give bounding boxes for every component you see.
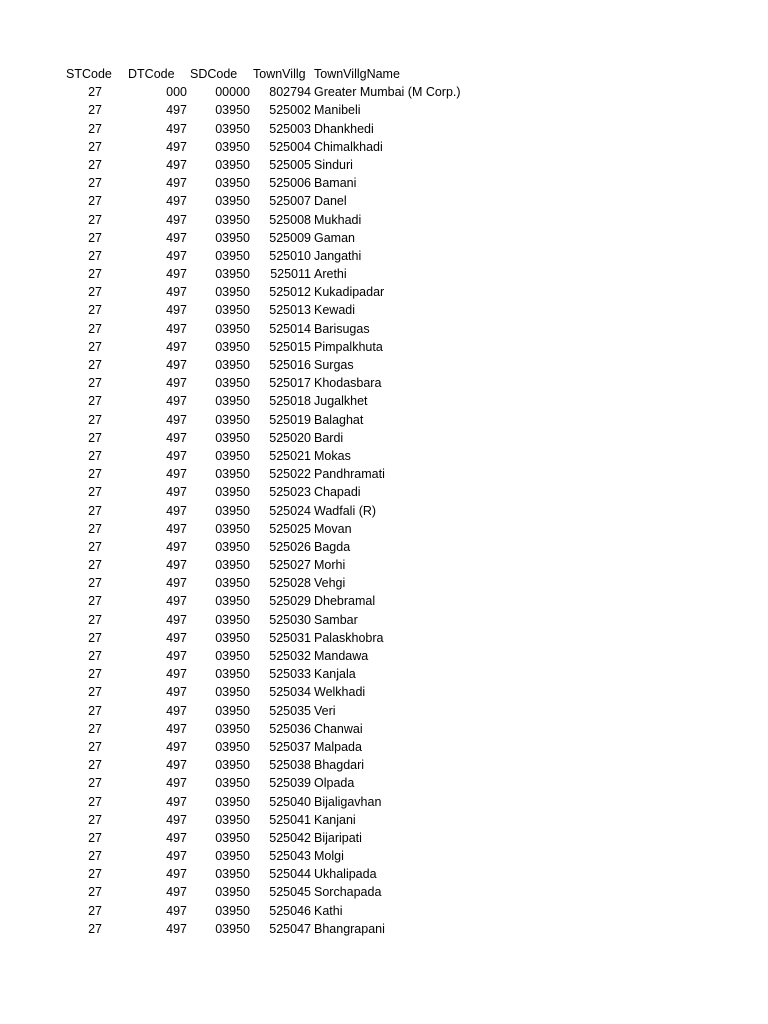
sdcode-cell: 03950 [215, 594, 250, 609]
stcode-cell: 27 [88, 667, 102, 682]
dtcode-cell: 497 [166, 394, 187, 409]
stcode-cell: 27 [88, 649, 102, 663]
table-row [0, 647, 768, 665]
dtcode-cell: 497 [166, 630, 187, 645]
townvillg-cell: 525024 [269, 503, 311, 518]
sdcode-cell: 03950 [215, 430, 250, 445]
table-row [0, 556, 768, 574]
townvillg-cell: 525026 [269, 539, 311, 554]
table-row [0, 774, 768, 792]
dtcode-cell: 497 [166, 358, 187, 372]
sdcode-cell: 03950 [215, 230, 250, 245]
townvillg-cell: 525021 [269, 448, 311, 463]
sdcode-cell: 03950 [215, 612, 250, 627]
townvillg-cell: 525039 [269, 776, 311, 791]
townvillgname-cell: Arethi [314, 267, 347, 282]
stcode-cell: 27 [88, 430, 102, 445]
townvillgname-cell: Pimpalkhuta [314, 339, 383, 354]
sdcode-cell: 03950 [215, 649, 250, 663]
townvillgname-cell: Morhi [314, 558, 346, 573]
dtcode-cell: 000 [166, 85, 187, 100]
stcode-cell: 27 [88, 194, 102, 209]
dtcode-cell: 497 [166, 376, 187, 391]
sdcode-cell: 03950 [215, 503, 250, 518]
table-row [0, 283, 768, 301]
sdcode-cell: 03950 [215, 339, 250, 354]
table-row [0, 120, 768, 138]
townvillgname-cell: Kanjala [314, 667, 356, 682]
dtcode-cell: 497 [166, 503, 187, 518]
dtcode-cell: 497 [166, 758, 187, 773]
townvillg-cell: 525009 [269, 230, 311, 245]
table-row [0, 538, 768, 556]
dtcode-cell: 497 [166, 812, 187, 827]
townvillg-cell: 525019 [269, 412, 311, 427]
townvillgname-cell: Dhebramal [314, 594, 376, 609]
dtcode-cell: 497 [166, 721, 187, 736]
sdcode-cell: 03950 [215, 176, 250, 191]
townvillg-cell: 525044 [269, 867, 311, 882]
sdcode-cell: 03950 [215, 794, 250, 809]
sdcode-cell: 03950 [215, 285, 250, 300]
stcode-cell: 27 [88, 812, 102, 827]
sdcode-cell: 03950 [215, 739, 250, 754]
header-row [0, 65, 768, 83]
table-row [0, 192, 768, 210]
dtcode-cell: 497 [166, 176, 187, 191]
stcode-cell: 27 [88, 339, 102, 354]
sdcode-cell: 03950 [215, 412, 250, 427]
table-row [0, 483, 768, 501]
townvillgname-cell: Manibeli [314, 103, 361, 118]
townvillgname-cell: Movan [314, 521, 352, 536]
townvillgname-cell: Jugalkhet [314, 394, 368, 409]
stcode-cell: 27 [88, 121, 102, 136]
table-row [0, 356, 768, 374]
sdcode-cell: 03950 [215, 812, 250, 827]
townvillg-cell: 525015 [269, 339, 311, 354]
dtcode-cell: 497 [166, 412, 187, 427]
townvillg-cell: 525035 [269, 703, 311, 718]
header-townvillgname: TownVillgName [314, 67, 400, 81]
townvillgname-cell: Mukhadi [314, 212, 362, 227]
townvillg-cell: 525041 [269, 812, 311, 827]
townvillg-cell: 525002 [269, 103, 311, 118]
stcode-cell: 27 [88, 394, 102, 409]
dtcode-cell: 497 [166, 739, 187, 754]
sdcode-cell: 03950 [215, 358, 250, 372]
townvillgname-cell: Pandhramati [314, 467, 385, 482]
townvillg-cell: 525012 [269, 285, 311, 300]
sdcode-cell: 03950 [215, 921, 250, 936]
townvillgname-cell: Kanjani [314, 812, 356, 827]
townvillg-cell: 525032 [269, 649, 311, 663]
townvillg-cell: 525036 [269, 721, 311, 736]
dtcode-cell: 497 [166, 830, 187, 845]
sdcode-cell: 03950 [215, 576, 250, 591]
townvillg-cell: 525018 [269, 394, 311, 409]
dtcode-cell: 497 [166, 903, 187, 918]
sdcode-cell: 03950 [215, 267, 250, 282]
dtcode-cell: 497 [166, 339, 187, 354]
townvillgname-cell: Olpada [314, 776, 355, 791]
townvillgname-cell: Balaghat [314, 412, 364, 427]
stcode-cell: 27 [88, 885, 102, 900]
table-row [0, 138, 768, 156]
dtcode-cell: 497 [166, 448, 187, 463]
townvillgname-cell: Gaman [314, 230, 355, 245]
stcode-cell: 27 [88, 85, 102, 100]
table-row [0, 374, 768, 392]
townvillgname-cell: Molgi [314, 849, 344, 864]
townvillg-cell: 525028 [269, 576, 311, 591]
dtcode-cell: 497 [166, 558, 187, 573]
townvillg-cell: 525033 [269, 667, 311, 682]
townvillgname-cell: Sinduri [314, 157, 353, 172]
table-row [0, 338, 768, 356]
stcode-cell: 27 [88, 758, 102, 773]
dtcode-cell: 497 [166, 467, 187, 482]
sdcode-cell: 03950 [215, 685, 250, 700]
header-sdcode: SDCode [190, 67, 238, 81]
townvillgname-cell: Dhankhedi [314, 121, 374, 136]
stcode-cell: 27 [88, 903, 102, 918]
townvillg-cell: 525008 [269, 212, 311, 227]
sdcode-cell: 03950 [215, 448, 250, 463]
stcode-cell: 27 [88, 503, 102, 518]
townvillgname-cell: Sorchapada [314, 885, 382, 900]
table-row [0, 865, 768, 883]
table-row [0, 502, 768, 520]
sdcode-cell: 03950 [215, 485, 250, 500]
stcode-cell: 27 [88, 703, 102, 718]
table-row [0, 702, 768, 720]
stcode-cell: 27 [88, 794, 102, 809]
dtcode-cell: 497 [166, 594, 187, 609]
dtcode-cell: 497 [166, 667, 187, 682]
table-row [0, 211, 768, 229]
townvillgname-cell: Welkhadi [314, 685, 366, 700]
table-row [0, 247, 768, 265]
stcode-cell: 27 [88, 176, 102, 191]
stcode-cell: 27 [88, 467, 102, 482]
dtcode-cell: 497 [166, 430, 187, 445]
stcode-cell: 27 [88, 558, 102, 573]
stcode-cell: 27 [88, 212, 102, 227]
sdcode-cell: 03950 [215, 157, 250, 172]
sdcode-cell: 03950 [215, 830, 250, 845]
stcode-cell: 27 [88, 139, 102, 154]
dtcode-cell: 497 [166, 867, 187, 882]
townvillg-cell: 525016 [269, 358, 311, 372]
table-body [0, 83, 768, 938]
townvillgname-cell: Vehgi [314, 576, 346, 591]
townvillg-cell: 525038 [269, 758, 311, 773]
townvillg-cell: 525047 [269, 921, 311, 936]
townvillgname-cell: Jangathi [314, 248, 362, 263]
table-row [0, 738, 768, 756]
sdcode-cell: 00000 [215, 85, 250, 100]
table-row [0, 665, 768, 683]
townvillgname-cell: Bagda [314, 539, 351, 554]
table-row [0, 465, 768, 483]
townvillgname-cell: Bhangrapani [314, 921, 385, 936]
townvillg-cell: 525023 [269, 485, 311, 500]
stcode-cell: 27 [88, 739, 102, 754]
sdcode-cell: 03950 [215, 849, 250, 864]
stcode-cell: 27 [88, 630, 102, 645]
townvillgname-cell: Chapadi [314, 485, 361, 500]
townvillg-cell: 525046 [269, 903, 311, 918]
stcode-cell: 27 [88, 412, 102, 427]
townvillgname-cell: Mandawa [314, 649, 369, 663]
townvillgname-cell: Bhagdari [314, 758, 365, 773]
dtcode-cell: 497 [166, 121, 187, 136]
sdcode-cell: 03950 [215, 212, 250, 227]
sdcode-cell: 03950 [215, 467, 250, 482]
table-row [0, 429, 768, 447]
stcode-cell: 27 [88, 612, 102, 627]
sdcode-cell: 03950 [215, 903, 250, 918]
sdcode-cell: 03950 [215, 248, 250, 263]
dtcode-cell: 497 [166, 212, 187, 227]
dtcode-cell: 497 [166, 103, 187, 118]
sdcode-cell: 03950 [215, 139, 250, 154]
sdcode-cell: 03950 [215, 376, 250, 391]
table-row [0, 902, 768, 920]
dtcode-cell: 497 [166, 685, 187, 700]
table-row [0, 683, 768, 701]
townvillg-cell: 525037 [269, 739, 311, 754]
table-row [0, 156, 768, 174]
townvillgname-cell: Surgas [314, 358, 354, 372]
stcode-cell: 27 [88, 267, 102, 282]
dtcode-cell: 497 [166, 703, 187, 718]
sdcode-cell: 03950 [215, 630, 250, 645]
townvillgname-cell: Kukadipadar [314, 285, 385, 300]
table-row [0, 83, 768, 101]
table-row [0, 229, 768, 247]
stcode-cell: 27 [88, 248, 102, 263]
dtcode-cell: 497 [166, 321, 187, 336]
sdcode-cell: 03950 [215, 103, 250, 118]
townvillg-cell: 525017 [269, 376, 311, 391]
table-row [0, 811, 768, 829]
stcode-cell: 27 [88, 539, 102, 554]
table-row [0, 920, 768, 938]
townvillg-cell: 525031 [269, 630, 311, 645]
table-row [0, 592, 768, 610]
townvillgname-cell: Bijaligavhan [314, 794, 382, 809]
townvillgname-cell: Chimalkhadi [314, 139, 383, 154]
townvillgname-cell: Bamani [314, 176, 357, 191]
table-row [0, 447, 768, 465]
dtcode-cell: 497 [166, 157, 187, 172]
dtcode-cell: 497 [166, 303, 187, 318]
townvillgname-cell: Palaskhobra [314, 630, 384, 645]
stcode-cell: 27 [88, 576, 102, 591]
townvillgname-cell: Bijaripati [314, 830, 362, 845]
dtcode-cell: 497 [166, 248, 187, 263]
sdcode-cell: 03950 [215, 521, 250, 536]
dtcode-cell: 497 [166, 139, 187, 154]
townvillg-cell: 525030 [269, 612, 311, 627]
stcode-cell: 27 [88, 303, 102, 318]
stcode-cell: 27 [88, 594, 102, 609]
table-row [0, 101, 768, 119]
dtcode-cell: 497 [166, 921, 187, 936]
dtcode-cell: 497 [166, 230, 187, 245]
stcode-cell: 27 [88, 921, 102, 936]
townvillg-cell: 525025 [269, 521, 311, 536]
townvillgname-cell: Barisugas [314, 321, 370, 336]
townvillg-cell: 525013 [269, 303, 311, 318]
dtcode-cell: 497 [166, 267, 187, 282]
townvillg-cell: 525007 [269, 194, 311, 209]
sdcode-cell: 03950 [215, 885, 250, 900]
sdcode-cell: 03950 [215, 758, 250, 773]
townvillg-cell: 525029 [269, 594, 311, 609]
townvillgname-cell: Kathi [314, 903, 343, 918]
townvillg-cell: 525010 [269, 248, 311, 263]
townvillg-cell: 525006 [269, 176, 311, 191]
sdcode-cell: 03950 [215, 776, 250, 791]
sdcode-cell: 03950 [215, 867, 250, 882]
sdcode-cell: 03950 [215, 703, 250, 718]
dtcode-cell: 497 [166, 794, 187, 809]
townvillg-cell: 525043 [269, 849, 311, 864]
stcode-cell: 27 [88, 103, 102, 118]
table-row [0, 320, 768, 338]
stcode-cell: 27 [88, 867, 102, 882]
data-table [0, 65, 768, 938]
dtcode-cell: 497 [166, 612, 187, 627]
table-row [0, 411, 768, 429]
dtcode-cell: 497 [166, 849, 187, 864]
dtcode-cell: 497 [166, 521, 187, 536]
townvillg-cell: 525014 [269, 321, 311, 336]
dtcode-cell: 497 [166, 649, 187, 663]
table-row [0, 793, 768, 811]
table-row [0, 756, 768, 774]
townvillg-cell: 525020 [269, 430, 311, 445]
stcode-cell: 27 [88, 157, 102, 172]
townvillgname-cell: Wadfali (R) [314, 503, 377, 518]
townvillgname-cell: Greater Mumbai (M Corp.) [314, 85, 461, 100]
sdcode-cell: 03950 [215, 121, 250, 136]
stcode-cell: 27 [88, 230, 102, 245]
townvillg-cell: 802794 [269, 85, 311, 100]
stcode-cell: 27 [88, 776, 102, 791]
townvillg-cell: 525005 [269, 157, 311, 172]
header-stcode: STCode [66, 67, 112, 81]
townvillg-cell: 525027 [269, 558, 311, 573]
stcode-cell: 27 [88, 358, 102, 372]
sdcode-cell: 03950 [215, 194, 250, 209]
townvillg-cell: 525022 [269, 467, 311, 482]
townvillg-cell: 525003 [269, 121, 311, 136]
stcode-cell: 27 [88, 521, 102, 536]
stcode-cell: 27 [88, 830, 102, 845]
dtcode-cell: 497 [166, 885, 187, 900]
sdcode-cell: 03950 [215, 394, 250, 409]
stcode-cell: 27 [88, 721, 102, 736]
stcode-cell: 27 [88, 376, 102, 391]
townvillgname-cell: Chanwai [314, 721, 363, 736]
table-row [0, 883, 768, 901]
townvillg-cell: 525004 [269, 139, 311, 154]
table-row [0, 847, 768, 865]
table-row [0, 265, 768, 283]
townvillgname-cell: Danel [314, 194, 347, 209]
sdcode-cell: 03950 [215, 321, 250, 336]
sdcode-cell: 03950 [215, 721, 250, 736]
dtcode-cell: 497 [166, 776, 187, 791]
townvillgname-cell: Bardi [314, 430, 344, 445]
townvillgname-cell: Kewadi [314, 303, 355, 318]
townvillg-cell: 525042 [269, 830, 311, 845]
header-dtcode: DTCode [128, 67, 175, 81]
dtcode-cell: 497 [166, 285, 187, 300]
header-townvillg: TownVillg [253, 67, 306, 81]
townvillg-cell: 525045 [269, 885, 311, 900]
stcode-cell: 27 [88, 448, 102, 463]
townvillg-cell: 525034 [269, 685, 311, 700]
townvillgname-cell: Mokas [314, 448, 351, 463]
townvillgname-cell: Ukhalipada [314, 867, 377, 882]
sdcode-cell: 03950 [215, 667, 250, 682]
townvillg-cell: 525011 [270, 267, 311, 282]
dtcode-cell: 497 [166, 194, 187, 209]
table-row [0, 174, 768, 192]
table-row [0, 611, 768, 629]
townvillgname-cell: Malpada [314, 739, 362, 754]
table-row [0, 392, 768, 410]
stcode-cell: 27 [88, 849, 102, 864]
table-row [0, 720, 768, 738]
stcode-cell: 27 [88, 321, 102, 336]
stcode-cell: 27 [88, 285, 102, 300]
dtcode-cell: 497 [166, 539, 187, 554]
dtcode-cell: 497 [166, 485, 187, 500]
dtcode-cell: 497 [166, 576, 187, 591]
stcode-cell: 27 [88, 685, 102, 700]
table-row [0, 574, 768, 592]
stcode-cell: 27 [88, 485, 102, 500]
table-row [0, 301, 768, 319]
townvillgname-cell: Sambar [314, 612, 358, 627]
townvillgname-cell: Veri [314, 703, 336, 718]
table-row [0, 629, 768, 647]
sdcode-cell: 03950 [215, 539, 250, 554]
sdcode-cell: 03950 [215, 558, 250, 573]
townvillg-cell: 525040 [269, 794, 311, 809]
townvillgname-cell: Khodasbara [314, 376, 382, 391]
sdcode-cell: 03950 [215, 303, 250, 318]
table-row [0, 829, 768, 847]
table-row [0, 520, 768, 538]
